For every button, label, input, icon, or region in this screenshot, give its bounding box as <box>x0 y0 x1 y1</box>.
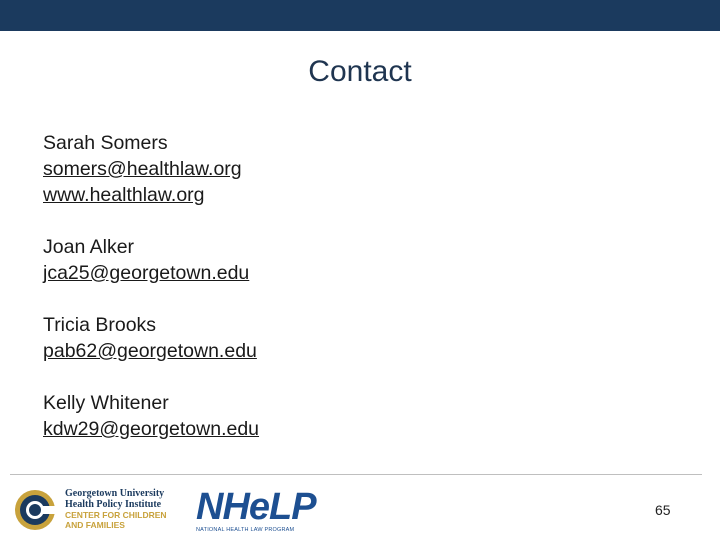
slide-title: Contact <box>308 55 412 88</box>
logo-line-2: Health Policy Institute <box>65 499 162 510</box>
footer-divider <box>10 474 702 475</box>
logo-line-3: CENTER FOR CHILDREN <box>65 510 167 520</box>
email-link[interactable]: jca25@georgetown.edu <box>43 262 250 284</box>
contact-name: Joan Alker <box>43 236 135 258</box>
georgetown-seal-icon <box>13 486 59 534</box>
page-number: 65 <box>655 502 671 518</box>
contact-name: Tricia Brooks <box>43 314 157 336</box>
nhelp-logo <box>196 487 316 537</box>
nhelp-wordmark: NHeLP <box>196 486 316 528</box>
contact-name: Sarah Somers <box>43 132 168 154</box>
contact-kelly-whitener <box>43 390 259 442</box>
top-banner <box>0 0 720 31</box>
email-link[interactable]: pab62@georgetown.edu <box>43 340 257 362</box>
logo-line-1: Georgetown University <box>65 488 165 499</box>
nhelp-tagline: NATIONAL HEALTH LAW PROGRAM <box>196 527 295 533</box>
contact-tricia-brooks <box>43 312 259 364</box>
georgetown-hpi-logo <box>13 484 183 536</box>
email-link[interactable]: somers@healthlaw.org <box>43 158 242 180</box>
contact-sarah-somers <box>43 130 259 208</box>
contact-name: Kelly Whitener <box>43 392 169 414</box>
contact-list <box>43 130 259 442</box>
website-link[interactable]: www.healthlaw.org <box>43 184 205 206</box>
email-link[interactable]: kdw29@georgetown.edu <box>43 418 260 440</box>
contact-joan-alker <box>43 234 259 286</box>
logo-line-4: AND FAMILIES <box>65 520 125 530</box>
